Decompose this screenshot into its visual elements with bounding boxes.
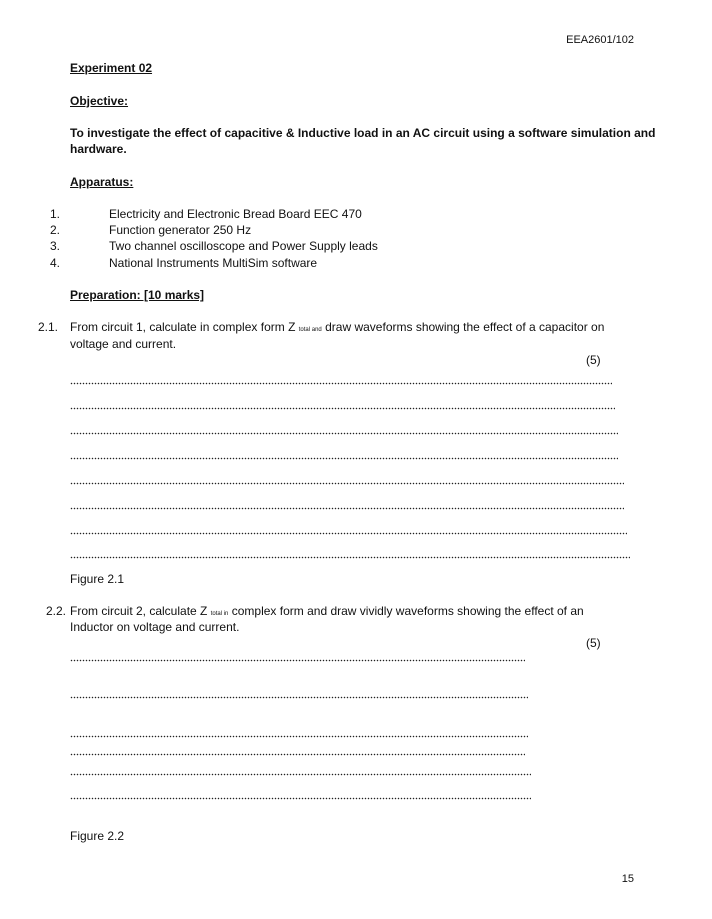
answer-line	[70, 552, 630, 562]
z-subscript: total in	[210, 611, 229, 617]
apparatus-item-text: Function generator 250 Hz	[109, 223, 252, 237]
answer-line	[70, 378, 612, 388]
answer-line	[70, 403, 615, 413]
objective-heading: Objective:	[70, 94, 129, 108]
figure-2-2-caption: Figure 2.2	[70, 829, 125, 843]
document-code: EEA2601/102	[566, 34, 634, 46]
answer-line	[70, 793, 531, 803]
apparatus-item-number: 2.	[50, 223, 61, 237]
question-2-1-text	[70, 320, 604, 334]
objective-text-line1: To investigate the effect of capacitive & Inductive load in an AC circuit using a software simulation and	[70, 126, 656, 140]
answer-line	[70, 453, 618, 463]
question-text-part: From circuit 2, calculate Z	[70, 604, 208, 618]
apparatus-item-number: 1.	[50, 207, 61, 221]
answer-line	[70, 749, 525, 759]
question-2-2-marks: (5)	[586, 636, 601, 650]
apparatus-item-number: 3.	[50, 239, 61, 253]
apparatus-item-text: National Instruments MultiSim software	[109, 256, 318, 270]
question-2-2-number: 2.2.	[46, 604, 67, 618]
page-number: 15	[621, 873, 634, 885]
question-text-part: draw waveforms showing the effect of a capacitor on	[325, 320, 605, 334]
answer-line	[70, 692, 528, 702]
experiment-title: Experiment 02	[70, 61, 153, 75]
answer-line	[70, 503, 624, 513]
objective-text-line2: hardware.	[70, 142, 127, 156]
question-text-part: complex form and draw vividly waveforms showing the effect of an	[231, 604, 584, 618]
figure-2-1-caption: Figure 2.1	[70, 572, 125, 586]
apparatus-heading: Apparatus:	[70, 175, 134, 189]
preparation-heading: Preparation: [10 marks]	[70, 288, 205, 302]
question-2-1-marks: (5)	[586, 353, 601, 367]
answer-line	[70, 655, 525, 665]
z-subscript: total and	[298, 327, 322, 333]
apparatus-item-text: Electricity and Electronic Bread Board EEC 470	[109, 207, 362, 221]
apparatus-item-number: 4.	[50, 256, 61, 270]
question-text-part: From circuit 1, calculate in complex form Z	[70, 320, 296, 334]
question-2-1-text-line2: voltage and current.	[70, 337, 177, 351]
answer-line	[70, 731, 528, 741]
answer-line	[70, 478, 624, 488]
answer-line	[70, 769, 531, 779]
question-2-1-number: 2.1.	[38, 320, 59, 334]
apparatus-item-text: Two channel oscilloscope and Power Supply leads	[109, 239, 378, 253]
question-2-2-text-line2: Inductor on voltage and current.	[70, 620, 240, 634]
answer-line	[70, 428, 618, 438]
question-2-2-text	[70, 604, 584, 618]
answer-line	[70, 528, 627, 538]
